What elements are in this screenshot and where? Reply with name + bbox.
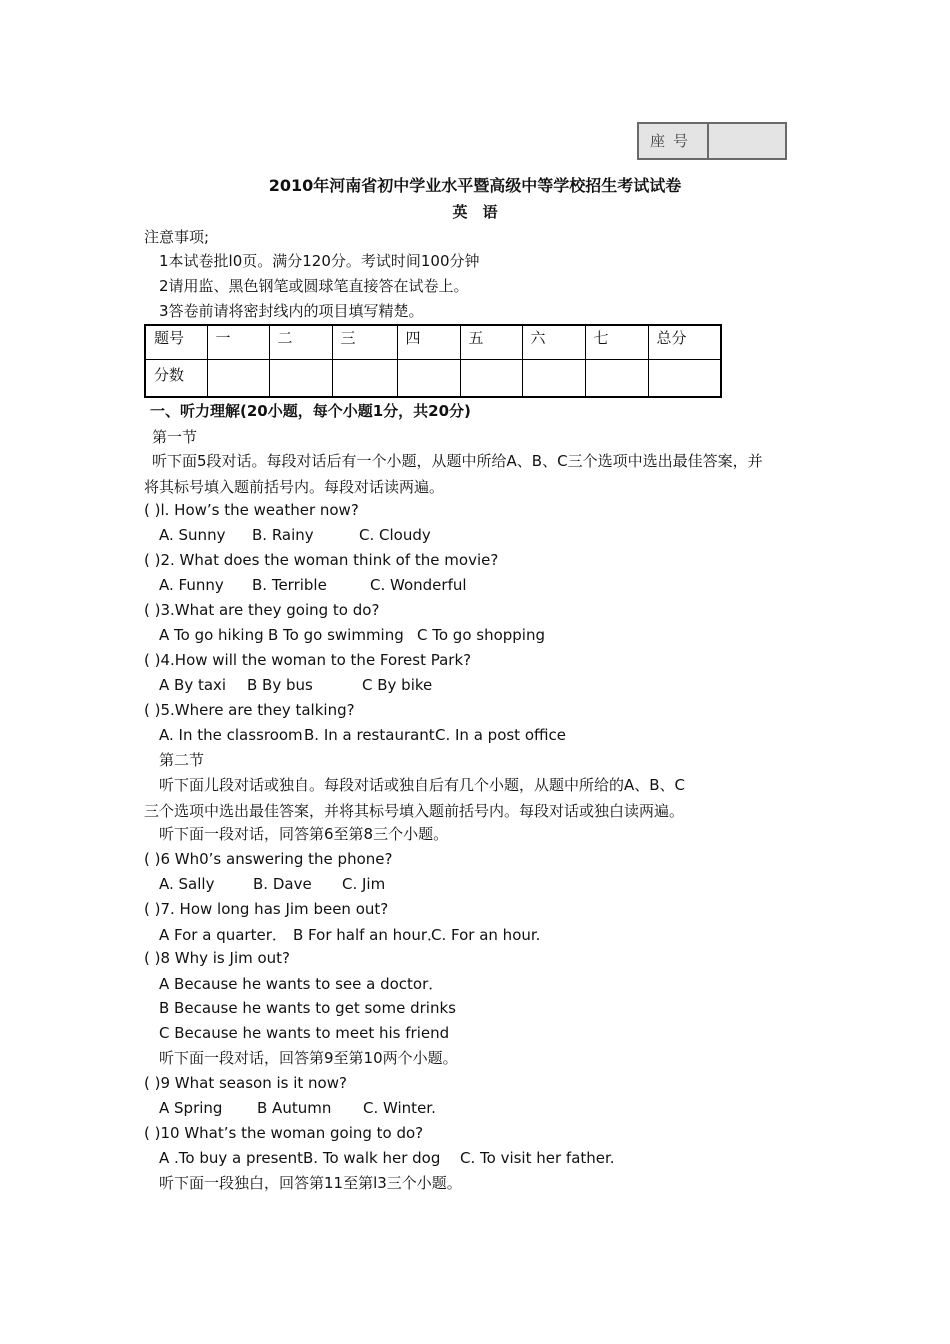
- seat-number-label: 座号: [639, 124, 709, 158]
- answer-option: B Because he wants to get some drinks: [159, 999, 456, 1017]
- table-header-cell: 二: [269, 325, 332, 359]
- question-stem: ( )8 Why is Jim out?: [144, 949, 291, 967]
- question-stem: ( )4.How will the woman to the Forest Park?: [144, 651, 472, 669]
- seat-number-box: [637, 122, 787, 160]
- answer-option: B. Terrible: [252, 576, 327, 594]
- question-stem: ( )2. What does the woman think of the movie?: [144, 551, 499, 569]
- instruction-text: 听下面一段独白，回答第11至第l3三个小题。: [159, 1174, 462, 1192]
- answer-option: C. Cloudy: [359, 526, 431, 544]
- table-header-cell: 七: [585, 325, 648, 359]
- instruction-text: 听下面一段对话，同答第6至第8三个小题。: [159, 825, 449, 843]
- answer-option: A .To buy a present: [159, 1149, 304, 1167]
- note-item: 1本试卷批l0页。满分120分。考试时间100分钟: [159, 252, 480, 270]
- instruction-text: 三个选项中选出最佳答案，并将其标号填入题前括号内。每段对话或独白读两遍。: [144, 802, 685, 820]
- table-header-cell: 三: [332, 325, 397, 359]
- question-stem: ( )7. How long has Jim been out?: [144, 900, 389, 918]
- answer-option: A For a quarter．: [159, 926, 287, 944]
- question-stem: ( )5.Where are they talking?: [144, 701, 355, 719]
- section-title: 一、听力理解(20小题，每个小题1分，共20分): [150, 402, 471, 420]
- instruction-text: 听下面儿段对话或独自。每段对话或独自后有几个小题，从题中所给的A、B、C: [159, 776, 686, 794]
- score-cell[interactable]: [522, 359, 585, 397]
- question-stem: ( )3.What are they going to do?: [144, 601, 380, 619]
- answer-option: B By bus: [247, 676, 313, 694]
- answer-option: C. Winter.: [363, 1099, 436, 1117]
- part-heading: 第二节: [159, 751, 205, 769]
- score-cell[interactable]: [397, 359, 460, 397]
- table-header-cell: 总分: [648, 325, 721, 359]
- answer-option: C. Jim: [342, 875, 386, 893]
- answer-option: C. In a post office: [435, 726, 566, 744]
- answer-option: C. To visit her father.: [460, 1149, 615, 1167]
- note-item: 2请用监、黑色钢笔或圆球笔直接答在试卷上。: [159, 277, 469, 295]
- answer-option: B. To walk her dog: [303, 1149, 441, 1167]
- answer-option: A. In the classroom: [159, 726, 303, 744]
- exam-title: 2010年河南省初中学业水平暨高级中等学校招生考试试卷: [268, 176, 682, 195]
- answer-option: A. Sally: [159, 875, 215, 893]
- answer-option: C To go shopping: [417, 626, 546, 644]
- instruction-text: 将其标号填入题前括号内。每段对话读两遍。: [144, 478, 445, 496]
- score-cell[interactable]: [207, 359, 269, 397]
- table-header-cell: 一: [207, 325, 269, 359]
- question-stem: ( )10 What’s the woman going to do?: [144, 1124, 424, 1142]
- answer-option: A Because he wants to see a doctor．: [159, 975, 444, 993]
- answer-option: C. Wonderful: [370, 576, 467, 594]
- answer-option: A Spring: [159, 1099, 223, 1117]
- answer-option: B Autumn: [257, 1099, 332, 1117]
- part-heading: 第一节: [152, 428, 198, 446]
- subject-title: 英 语: [452, 203, 498, 221]
- answer-option: B. Dave: [253, 875, 312, 893]
- answer-option: B For half an hour．: [293, 926, 443, 944]
- answer-option: B. Rainy: [252, 526, 314, 544]
- score-cell[interactable]: [648, 359, 721, 397]
- answer-option: B To go swimming: [268, 626, 404, 644]
- answer-option: A To go hiking: [159, 626, 264, 644]
- table-header-cell: 四: [397, 325, 460, 359]
- answer-option: A By taxi: [159, 676, 227, 694]
- answer-option: C By bike: [362, 676, 433, 694]
- score-cell[interactable]: [460, 359, 522, 397]
- answer-option: C. For an hour.: [431, 926, 541, 944]
- score-table-header-row: [145, 325, 721, 359]
- table-row-label: 分数: [145, 359, 207, 397]
- score-cell[interactable]: [332, 359, 397, 397]
- answer-option: C Because he wants to meet his friend: [159, 1024, 450, 1042]
- instruction-text: 听下面5段对话。每段对话后有一个小题，从题中所给A、B、C三个选项中选出最佳答案，并: [152, 452, 763, 470]
- score-cell[interactable]: [269, 359, 332, 397]
- answer-option: A. Sunny: [159, 526, 226, 544]
- question-stem: ( )l. How’s the weather now?: [144, 501, 359, 519]
- answer-option: A. Funny: [159, 576, 224, 594]
- notes-heading: 注意事项;: [144, 228, 210, 246]
- question-stem: ( )9 What season is it now?: [144, 1074, 347, 1092]
- score-table: [144, 324, 722, 398]
- question-stem: ( )6 Wh0’s answering the phone?: [144, 850, 393, 868]
- score-cell[interactable]: [585, 359, 648, 397]
- score-table-score-row: [145, 359, 721, 397]
- table-header-cell: 五: [460, 325, 522, 359]
- answer-option: B. In a restaurant: [304, 726, 435, 744]
- instruction-text: 听下面一段对话，回答第9至第10两个小题。: [159, 1049, 458, 1067]
- table-header-cell: 六: [522, 325, 585, 359]
- table-header-cell: 题号: [145, 325, 207, 359]
- note-item: 3答卷前请将密封线内的项目填写精楚。: [159, 302, 424, 320]
